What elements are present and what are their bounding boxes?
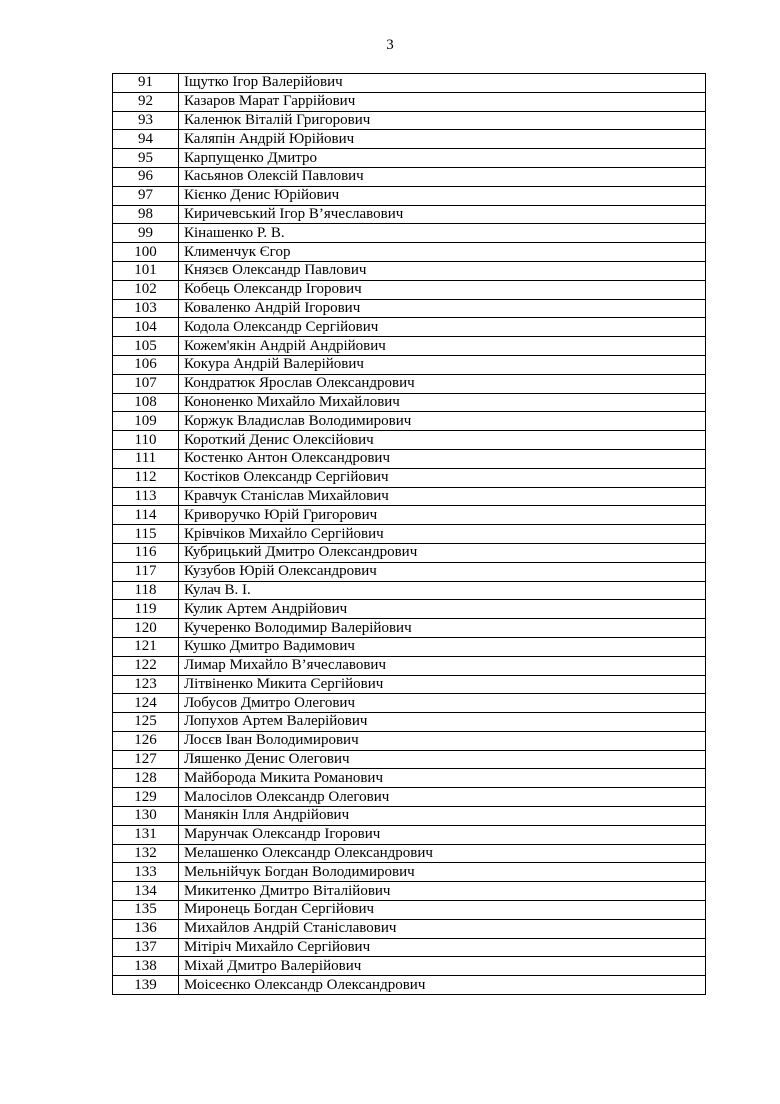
row-number: 121 xyxy=(113,637,179,656)
table-row xyxy=(113,919,706,938)
person-name: Казаров Марат Гаррійович xyxy=(179,92,706,111)
table-row xyxy=(113,412,706,431)
row-number: 95 xyxy=(113,149,179,168)
person-name: Кобець Олександр Ігорович xyxy=(179,280,706,299)
table-row xyxy=(113,280,706,299)
person-name: Микитенко Дмитро Віталійович xyxy=(179,882,706,901)
row-number: 109 xyxy=(113,412,179,431)
row-number: 110 xyxy=(113,431,179,450)
row-number: 126 xyxy=(113,731,179,750)
table-row xyxy=(113,562,706,581)
table-row xyxy=(113,844,706,863)
row-number: 117 xyxy=(113,562,179,581)
names-table-body xyxy=(113,74,706,995)
person-name: Крівчіков Михайло Сергійович xyxy=(179,525,706,544)
table-row xyxy=(113,976,706,995)
person-name: Кубрицький Дмитро Олександрович xyxy=(179,543,706,562)
row-number: 127 xyxy=(113,750,179,769)
row-number: 138 xyxy=(113,957,179,976)
person-name: Короткий Денис Олексійович xyxy=(179,431,706,450)
table-row xyxy=(113,468,706,487)
person-name: Каленюк Віталій Григорович xyxy=(179,111,706,130)
row-number: 133 xyxy=(113,863,179,882)
table-row xyxy=(113,449,706,468)
row-number: 120 xyxy=(113,619,179,638)
table-row xyxy=(113,149,706,168)
table-row xyxy=(113,74,706,93)
person-name: Кінашенко Р. В. xyxy=(179,224,706,243)
person-name: Кокура Андрій Валерійович xyxy=(179,355,706,374)
row-number: 105 xyxy=(113,337,179,356)
person-name: Кононенко Михайло Михайлович xyxy=(179,393,706,412)
person-name: Князєв Олександр Павлович xyxy=(179,261,706,280)
row-number: 104 xyxy=(113,318,179,337)
table-row xyxy=(113,299,706,318)
row-number: 122 xyxy=(113,656,179,675)
person-name: Карпущенко Дмитро xyxy=(179,149,706,168)
person-name: Каляпін Андрій Юрійович xyxy=(179,130,706,149)
person-name: Літвіненко Микита Сергійович xyxy=(179,675,706,694)
row-number: 97 xyxy=(113,186,179,205)
person-name: Костенко Антон Олександрович xyxy=(179,449,706,468)
person-name: Коваленко Андрій Ігорович xyxy=(179,299,706,318)
row-number: 115 xyxy=(113,525,179,544)
person-name: Клименчук Єгор xyxy=(179,243,706,262)
person-name: Кулач В. І. xyxy=(179,581,706,600)
table-row xyxy=(113,581,706,600)
table-row xyxy=(113,807,706,826)
row-number: 113 xyxy=(113,487,179,506)
person-name: Криворучко Юрій Григорович xyxy=(179,506,706,525)
row-number: 102 xyxy=(113,280,179,299)
person-name: Міхай Дмитро Валерійович xyxy=(179,957,706,976)
table-row xyxy=(113,637,706,656)
row-number: 112 xyxy=(113,468,179,487)
person-name: Кієнко Денис Юрійович xyxy=(179,186,706,205)
person-name: Кожем'якін Андрій Андрійович xyxy=(179,337,706,356)
person-name: Киричевський Ігор В’ячеславович xyxy=(179,205,706,224)
table-row xyxy=(113,525,706,544)
row-number: 108 xyxy=(113,393,179,412)
table-row xyxy=(113,938,706,957)
table-row xyxy=(113,393,706,412)
person-name: Кузубов Юрій Олександрович xyxy=(179,562,706,581)
table-row xyxy=(113,882,706,901)
table-row xyxy=(113,243,706,262)
person-name: Іщутко Ігор Валерійович xyxy=(179,74,706,93)
person-name: Кучеренко Володимир Валерійович xyxy=(179,619,706,638)
table-row xyxy=(113,543,706,562)
table-row xyxy=(113,619,706,638)
table-row xyxy=(113,487,706,506)
person-name: Костіков Олександр Сергійович xyxy=(179,468,706,487)
table-row xyxy=(113,374,706,393)
table-row xyxy=(113,863,706,882)
table-row xyxy=(113,901,706,920)
row-number: 103 xyxy=(113,299,179,318)
table-row xyxy=(113,186,706,205)
table-row xyxy=(113,318,706,337)
row-number: 98 xyxy=(113,205,179,224)
table-row xyxy=(113,167,706,186)
row-number: 129 xyxy=(113,788,179,807)
person-name: Мітіріч Михайло Сергійович xyxy=(179,938,706,957)
person-name: Миронець Богдан Сергійович xyxy=(179,901,706,920)
row-number: 124 xyxy=(113,694,179,713)
person-name: Ляшенко Денис Олегович xyxy=(179,750,706,769)
table-row xyxy=(113,750,706,769)
row-number: 116 xyxy=(113,543,179,562)
row-number: 132 xyxy=(113,844,179,863)
table-row xyxy=(113,731,706,750)
row-number: 111 xyxy=(113,449,179,468)
person-name: Манякін Ілля Андрійович xyxy=(179,807,706,826)
table-row xyxy=(113,694,706,713)
row-number: 123 xyxy=(113,675,179,694)
row-number: 96 xyxy=(113,167,179,186)
table-row xyxy=(113,92,706,111)
person-name: Лопухов Артем Валерійович xyxy=(179,713,706,732)
row-number: 92 xyxy=(113,92,179,111)
row-number: 125 xyxy=(113,713,179,732)
table-row xyxy=(113,355,706,374)
row-number: 107 xyxy=(113,374,179,393)
person-name: Кулик Артем Андрійович xyxy=(179,600,706,619)
row-number: 106 xyxy=(113,355,179,374)
person-name: Мелашенко Олександр Олександрович xyxy=(179,844,706,863)
table-row xyxy=(113,957,706,976)
row-number: 130 xyxy=(113,807,179,826)
person-name: Малосілов Олександр Олегович xyxy=(179,788,706,807)
person-name: Кравчук Станіслав Михайлович xyxy=(179,487,706,506)
person-name: Коржук Владислав Володимирович xyxy=(179,412,706,431)
person-name: Касьянов Олексій Павлович xyxy=(179,167,706,186)
person-name: Майборода Микита Романович xyxy=(179,769,706,788)
row-number: 91 xyxy=(113,74,179,93)
table-row xyxy=(113,111,706,130)
table-row xyxy=(113,506,706,525)
row-number: 94 xyxy=(113,130,179,149)
row-number: 136 xyxy=(113,919,179,938)
person-name: Лосєв Іван Володимирович xyxy=(179,731,706,750)
names-table xyxy=(112,73,706,995)
person-name: Кондратюк Ярослав Олександрович xyxy=(179,374,706,393)
table-row xyxy=(113,600,706,619)
page-number: 3 xyxy=(386,37,394,53)
row-number: 139 xyxy=(113,976,179,995)
row-number: 100 xyxy=(113,243,179,262)
table-row xyxy=(113,713,706,732)
table-row xyxy=(113,825,706,844)
person-name: Моісеєнко Олександр Олександрович xyxy=(179,976,706,995)
row-number: 119 xyxy=(113,600,179,619)
row-number: 134 xyxy=(113,882,179,901)
person-name: Лимар Михайло В’ячеславович xyxy=(179,656,706,675)
table-row xyxy=(113,261,706,280)
row-number: 135 xyxy=(113,901,179,920)
table-row xyxy=(113,788,706,807)
row-number: 128 xyxy=(113,769,179,788)
row-number: 131 xyxy=(113,825,179,844)
person-name: Кушко Дмитро Вадимович xyxy=(179,637,706,656)
row-number: 137 xyxy=(113,938,179,957)
table-row xyxy=(113,431,706,450)
table-row xyxy=(113,224,706,243)
row-number: 118 xyxy=(113,581,179,600)
table-row xyxy=(113,769,706,788)
person-name: Кодола Олександр Сергійович xyxy=(179,318,706,337)
person-name: Марунчак Олександр Ігорович xyxy=(179,825,706,844)
table-row xyxy=(113,205,706,224)
row-number: 99 xyxy=(113,224,179,243)
person-name: Михайлов Андрій Станіславович xyxy=(179,919,706,938)
table-row xyxy=(113,675,706,694)
row-number: 101 xyxy=(113,261,179,280)
person-name: Мельнійчук Богдан Володимирович xyxy=(179,863,706,882)
table-row xyxy=(113,337,706,356)
table-row xyxy=(113,656,706,675)
person-name: Лобусов Дмитро Олегович xyxy=(179,694,706,713)
row-number: 114 xyxy=(113,506,179,525)
row-number: 93 xyxy=(113,111,179,130)
table-row xyxy=(113,130,706,149)
